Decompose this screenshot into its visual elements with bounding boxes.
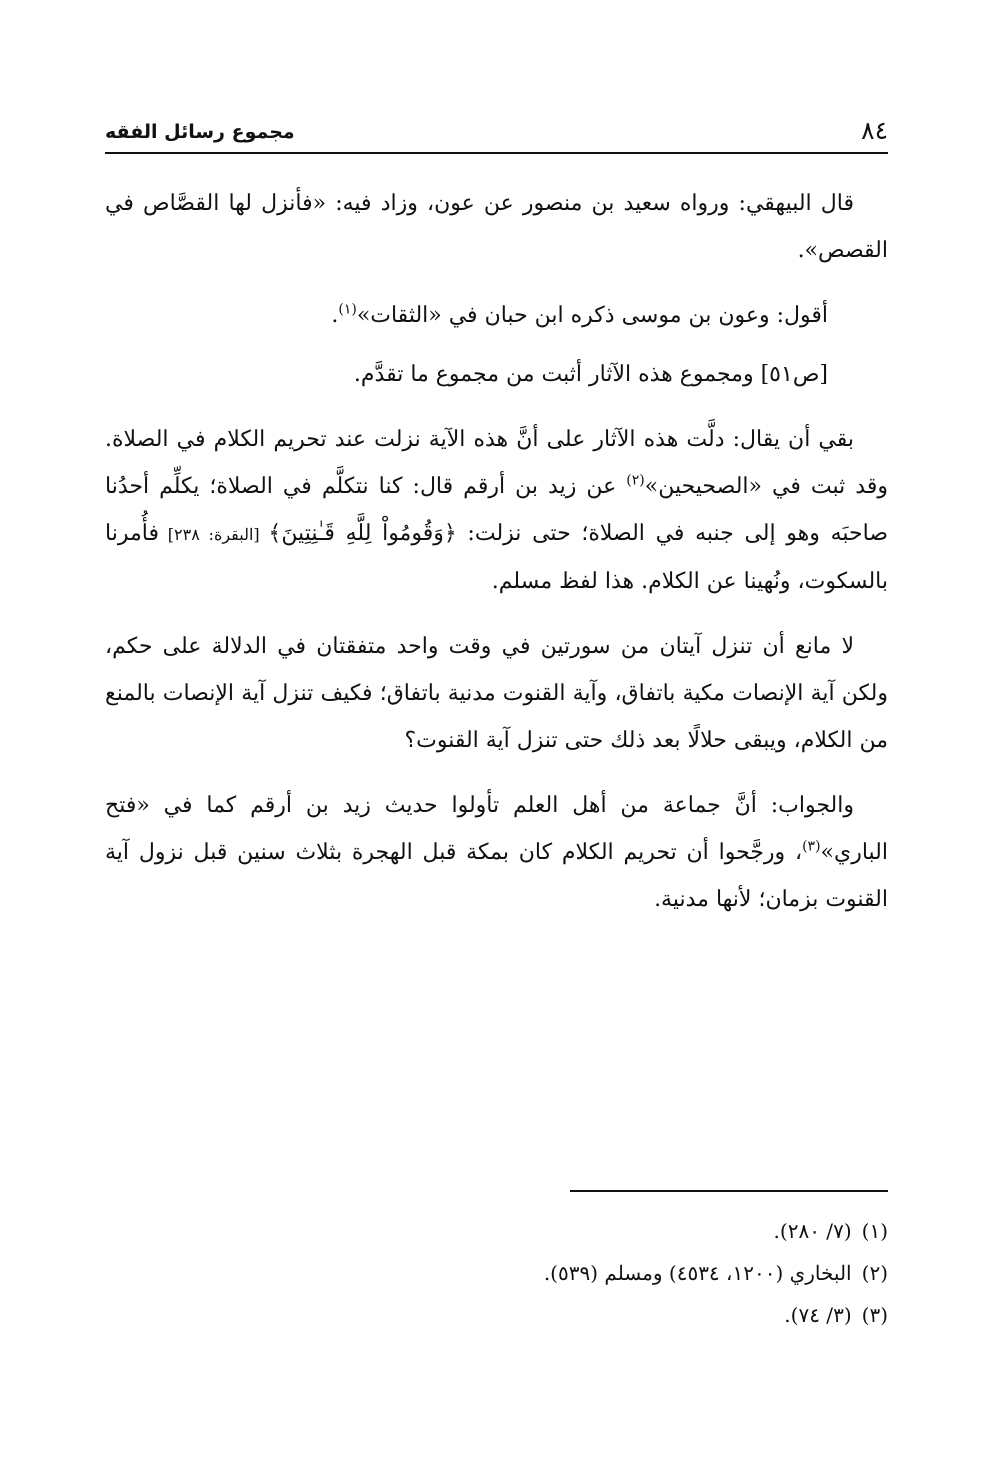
footnote-3 xyxy=(105,1294,888,1336)
paragraph-awn xyxy=(105,292,888,339)
footnote-mark: (٣) xyxy=(861,1303,888,1327)
footnote-ref-3: (٣) xyxy=(802,838,821,855)
footnote-ref-2: (٢) xyxy=(626,472,645,489)
main-text xyxy=(105,180,888,941)
page-header xyxy=(105,118,888,154)
paragraph-answer xyxy=(105,782,888,923)
footnote-2 xyxy=(105,1252,888,1294)
paragraph-question-part-b: عن زيد بن أرقم قال: كنا نتكلَّم في الصلاة؛ يكلِّم أحدُنا صاحبَه وهو إلى جنبه في الصلاة؛ حتى نزلت: xyxy=(105,474,888,546)
quran-reference: [البقرة: ٢٣٨] xyxy=(158,525,269,544)
header-rule xyxy=(105,152,888,154)
footnote-text: (٧/ ٢٨٠). xyxy=(773,1219,852,1243)
page-number: ٨٤ xyxy=(861,116,888,145)
paragraph-question-part-a: بقي أن يقال: دلَّت هذه الآثار على أنَّ هذه الآية نزلت عند تحريم الكلام في الصلاة. وقد ثبت في «الصحيحين» xyxy=(105,427,888,499)
footnote-mark: (١) xyxy=(861,1219,888,1243)
footnote-rule xyxy=(570,1190,888,1192)
paragraph-objection: لا مانع أن تنزل آيتان من سورتين في وقت واحد متفقتان في الدلالة على حكم، ولكن آية الإنصات مكية باتفاق، وآية القنوت مدنية باتفاق؛ فكيف تنزل آية الإنصات بالمنع من الكلام، ويبقى حلالًا بعد ذلك حتى تنزل آية القنوت؟ xyxy=(105,634,888,753)
paragraph-awn-end: . xyxy=(331,303,339,328)
paragraph-bayhaqi: قال البيهقي: ورواه سعيد بن منصور عن عون، وزاد فيه: «فأنزل لها القصَّاص في القصص». xyxy=(105,191,888,263)
running-title: مجموع رسائل الفقه xyxy=(105,121,295,143)
paragraph-answer-part-b: ، ورجَّحوا أن تحريم الكلام كان بمكة قبل الهجرة بثلاث سنين قبل نزول آية القنوت بزمان؛ لأنها مدنية. xyxy=(105,840,888,912)
quran-verse: ﴿وَقُومُواْ لِلَّهِ قَـٰنِتِينَ﴾ xyxy=(268,521,457,546)
paragraph-answer-part-a: والجواب: أنَّ جماعة من أهل العلم تأولوا حديث زيد بن أرقم كما في «فتح الباري» xyxy=(105,793,888,865)
footnote-text: البخاري (١٢٠٠، ٤٥٣٤) ومسلم (٥٣٩). xyxy=(543,1261,852,1285)
paragraph-awn-text: أقول: وعون بن موسى ذكره ابن حبان في «الثقات» xyxy=(356,303,828,328)
footnote-1 xyxy=(105,1210,888,1252)
footnotes xyxy=(105,1210,888,1336)
footnote-mark: (٢) xyxy=(861,1261,888,1285)
footnote-ref-1: (١) xyxy=(338,301,357,318)
footnote-text: (٣/ ٧٤). xyxy=(784,1303,852,1327)
paragraph-athar: [ص٥١] ومجموع هذه الآثار أثبت من مجموع ما تقدَّم. xyxy=(353,362,828,387)
paragraph-question-part-c: فأُمرنا بالسكوت، ونُهينا عن الكلام. هذا لفظ مسلم. xyxy=(105,521,888,594)
paragraph-question xyxy=(105,416,888,605)
